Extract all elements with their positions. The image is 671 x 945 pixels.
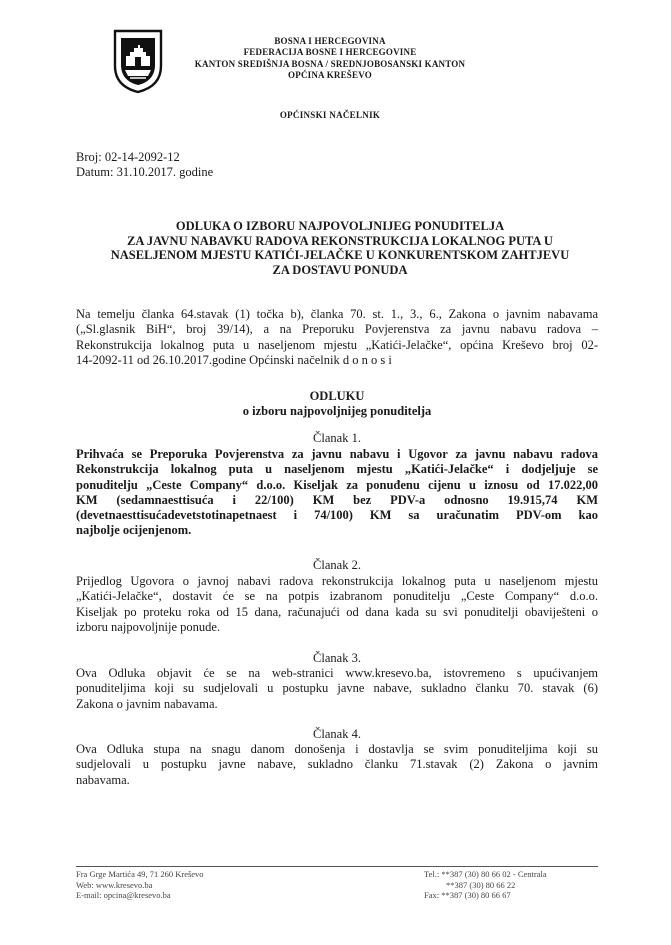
article-line: Zakona o javnim nabavama.	[76, 696, 218, 711]
footer-tel-2: **387 (30) 80 66 22	[446, 879, 516, 890]
footer-tel-central: Tel.: **387 (30) 80 66 02 - Centrala	[424, 869, 547, 879]
intro-line: Na temelju članka 64.stavak (1) točka b), članka 70. st. 1., 3., 6., Zakona o javnim nabavama	[76, 307, 598, 321]
document-date: Datum: 31.10.2017. godine	[76, 164, 214, 179]
article-2-heading: Članak 2.	[313, 558, 361, 572]
intro-paragraph	[76, 307, 598, 368]
footer-email: E-mail: opcina@kresevo.ba	[76, 890, 171, 901]
header-line-canton: KANTON SREDIŠNJA BOSNA / SREDNJOBOSANSKI KANTON	[194, 58, 466, 69]
footer-web: Web: www.kresevo.ba	[76, 879, 153, 890]
document-number: Broj: 02-14-2092-12	[76, 150, 180, 164]
article-1-heading: Članak 1.	[313, 431, 361, 445]
article-line: izboru najpovoljnije ponude.	[76, 619, 221, 634]
article-line: ponuditeljima koji su sudjelovali u postupku javne nabave, sukladno članku 70. stavak (6)	[76, 681, 598, 696]
article-4-body	[76, 742, 598, 788]
title-line: ODLUKA O IZBORU NAJPOVOLJNIJEG PONUDITELJA	[175, 219, 505, 233]
article-line: Rekonstrukcija lokalnog puta u naseljenom mjestu „Katići-Jelačke“ i dodjeljuje se	[76, 462, 598, 477]
footer-contact-right	[424, 869, 547, 901]
document-meta	[76, 150, 213, 179]
header-line-country: BOSNA I HERCEGOVINA	[274, 36, 386, 46]
article-line: (devetnaesttisućadevetstotinapetnaest i 74/100) KM sa uračunatim PDV-om kao	[76, 508, 598, 523]
article-line: „Katići-Jelačke“, dostavit će se na potpis izabranom ponuditelju „Ceste Company“ d.o.o.	[76, 589, 598, 604]
title-line: NASELJENOM MJESTU KATIĆI-JELAČKE U KONKURENTSKOM ZAHTJEVU	[110, 248, 570, 263]
footer-divider	[76, 866, 598, 867]
footer-address: Fra Grge Martića 49, 71 260 Kreševo	[76, 869, 204, 879]
intro-line: Rekonstrukcija lokalnog puta u naseljenom mjestu „Katići-Jelačke“, općina Kreševo broj 02-	[76, 337, 598, 352]
header-line-federation: FEDERACIJA BOSNE I HERCEGOVINE	[243, 47, 417, 58]
footer-contact-left	[76, 869, 204, 901]
intro-line: („Sl.glasnik BiH“, broj 39/14), a na Preporuku Povjerenstva za javnu nabavu radova –	[76, 322, 598, 337]
article-line: Ova Odluka objavit će se na web-stranici www.kresevo.ba, istovremeno s upućivanjem	[76, 666, 598, 680]
title-line: ZA JAVNU NABAVKU RADOVA REKONSTRUKCIJA LOKALNOG PUTA U	[127, 233, 553, 248]
article-line: KM (sedamnaesttisuća i 22/100) KM bez PDV-a odnosno 19.915,74 KM	[76, 492, 598, 507]
article-line: najbolje ocijenjenom.	[76, 523, 192, 538]
article-line: ponuditelju „Ceste Company“ d.o.o. Kiseljak za ponuđenu cijenu u iznosu od 17.022,00	[76, 477, 598, 492]
article-1-body	[76, 447, 598, 539]
article-line: sudjelovali u postupku javne nabave, sukladno članku 71.stavak (2) Zakona o javnim	[76, 757, 598, 772]
article-line: Ova Odluka stupa na snagu danom donošenja i dostavlja se svim ponuditeljima koji su	[76, 742, 598, 756]
institution-header	[180, 36, 480, 82]
footer-fax: Fax: **387 (30) 80 66 67	[424, 890, 511, 901]
article-4-heading: Članak 4.	[313, 727, 361, 741]
header-line-municipality: OPĆINA KREŠEVO	[288, 70, 372, 81]
decision-subtitle: o izboru najpovoljnijeg ponuditelja	[242, 404, 432, 418]
article-line: Prijedlog Ugovora o javnoj nabavi radova rekonstrukcija lokalnog puta u naseljenom mjestu	[76, 574, 598, 588]
article-2-body	[76, 574, 598, 635]
article-line: Kiseljak po proteku roka od 15 dana, računajući od dana kada su svi ponuditelji obaviješteni o	[76, 604, 598, 619]
title-line: ZA DOSTAVU PONUDA	[272, 262, 408, 277]
intro-line: 14-2092-11 od 26.10.2017.godine Općinski načelnik d o n o s i	[76, 352, 392, 367]
office-name: OPĆINSKI NAČELNIK	[279, 110, 381, 120]
article-3-body	[76, 666, 598, 712]
decision-title: ODLUKU	[309, 389, 365, 403]
municipality-coat-of-arms-icon	[112, 28, 164, 94]
document-title	[70, 219, 610, 277]
article-3-heading: Članak 3.	[313, 651, 361, 665]
article-line: nabavama.	[76, 772, 130, 787]
article-line: Prihvaća se Preporuka Povjerenstva za javnu nabavu i Ugovor za javnu nabavu radova	[76, 447, 598, 461]
